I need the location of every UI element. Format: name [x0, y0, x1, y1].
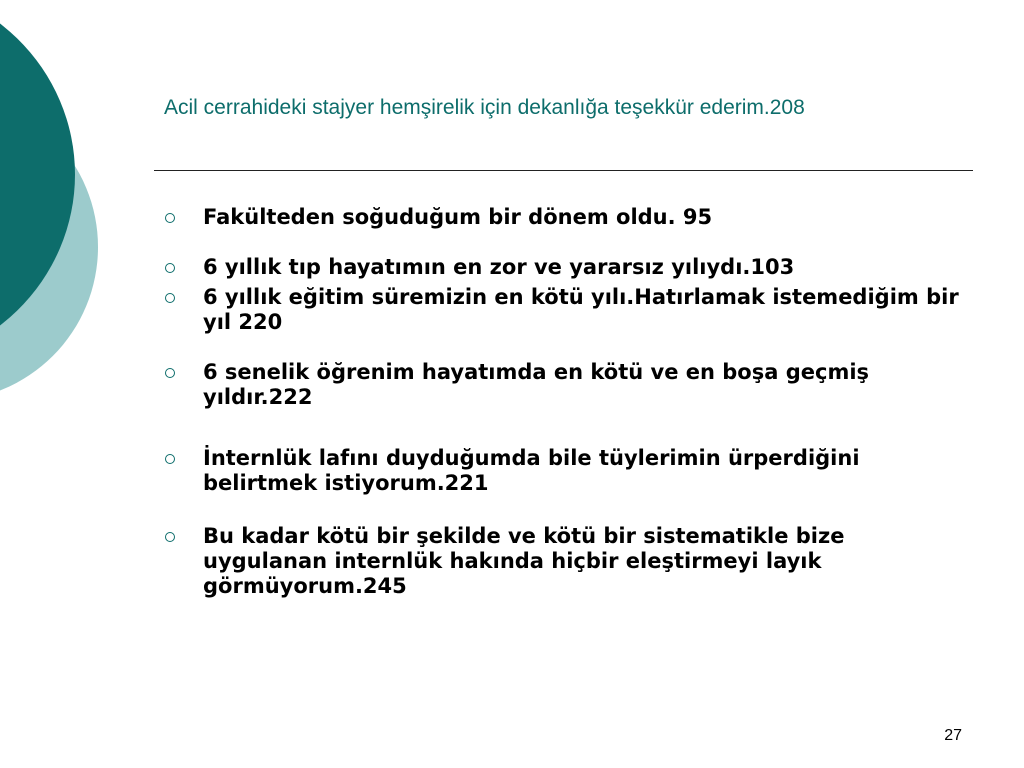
bullet-text: 6 senelik öğrenim hayatımda en kötü ve en boşa geçmiş yıldır.222 [203, 360, 870, 409]
list-item [163, 255, 963, 280]
hollow-circle-icon [165, 532, 175, 542]
list-item [163, 446, 963, 496]
hollow-circle-icon [165, 263, 175, 273]
bullet-text: Bu kadar kötü bir şekilde ve kötü bir sistematikle bize uygulanan internlük hakında hiçbir eleştirmeyi layık görmüyorum.245 [203, 524, 845, 598]
hollow-circle-icon [165, 293, 175, 303]
hollow-circle-icon [165, 368, 175, 378]
bullet-text: 6 yıllık tıp hayatımın en zor ve yararsız yılıydı.103 [203, 255, 795, 279]
list-item [163, 360, 963, 410]
list-item [163, 285, 963, 335]
slide-title: Acil cerrahideki stajyer hemşirelik için dekanlığa teşekkür ederim.208 [164, 96, 805, 119]
page-number: 27 [944, 727, 962, 744]
bullet-text: 6 yıllık eğitim süremizin en kötü yılı.Hatırlamak istemediğim bir yıl 220 [203, 285, 959, 334]
hollow-circle-icon [165, 454, 175, 464]
hollow-circle-icon [165, 213, 175, 223]
bullet-text: İnternlük lafını duyduğumda bile tüylerimin ürperdiğini belirtmek istiyorum.221 [203, 446, 860, 495]
list-item [163, 524, 963, 599]
list-item [163, 205, 963, 230]
bullet-list [163, 205, 963, 599]
title-divider [154, 170, 973, 171]
bullet-text: Fakülteden soğuduğum bir dönem oldu. 95 [203, 205, 713, 229]
